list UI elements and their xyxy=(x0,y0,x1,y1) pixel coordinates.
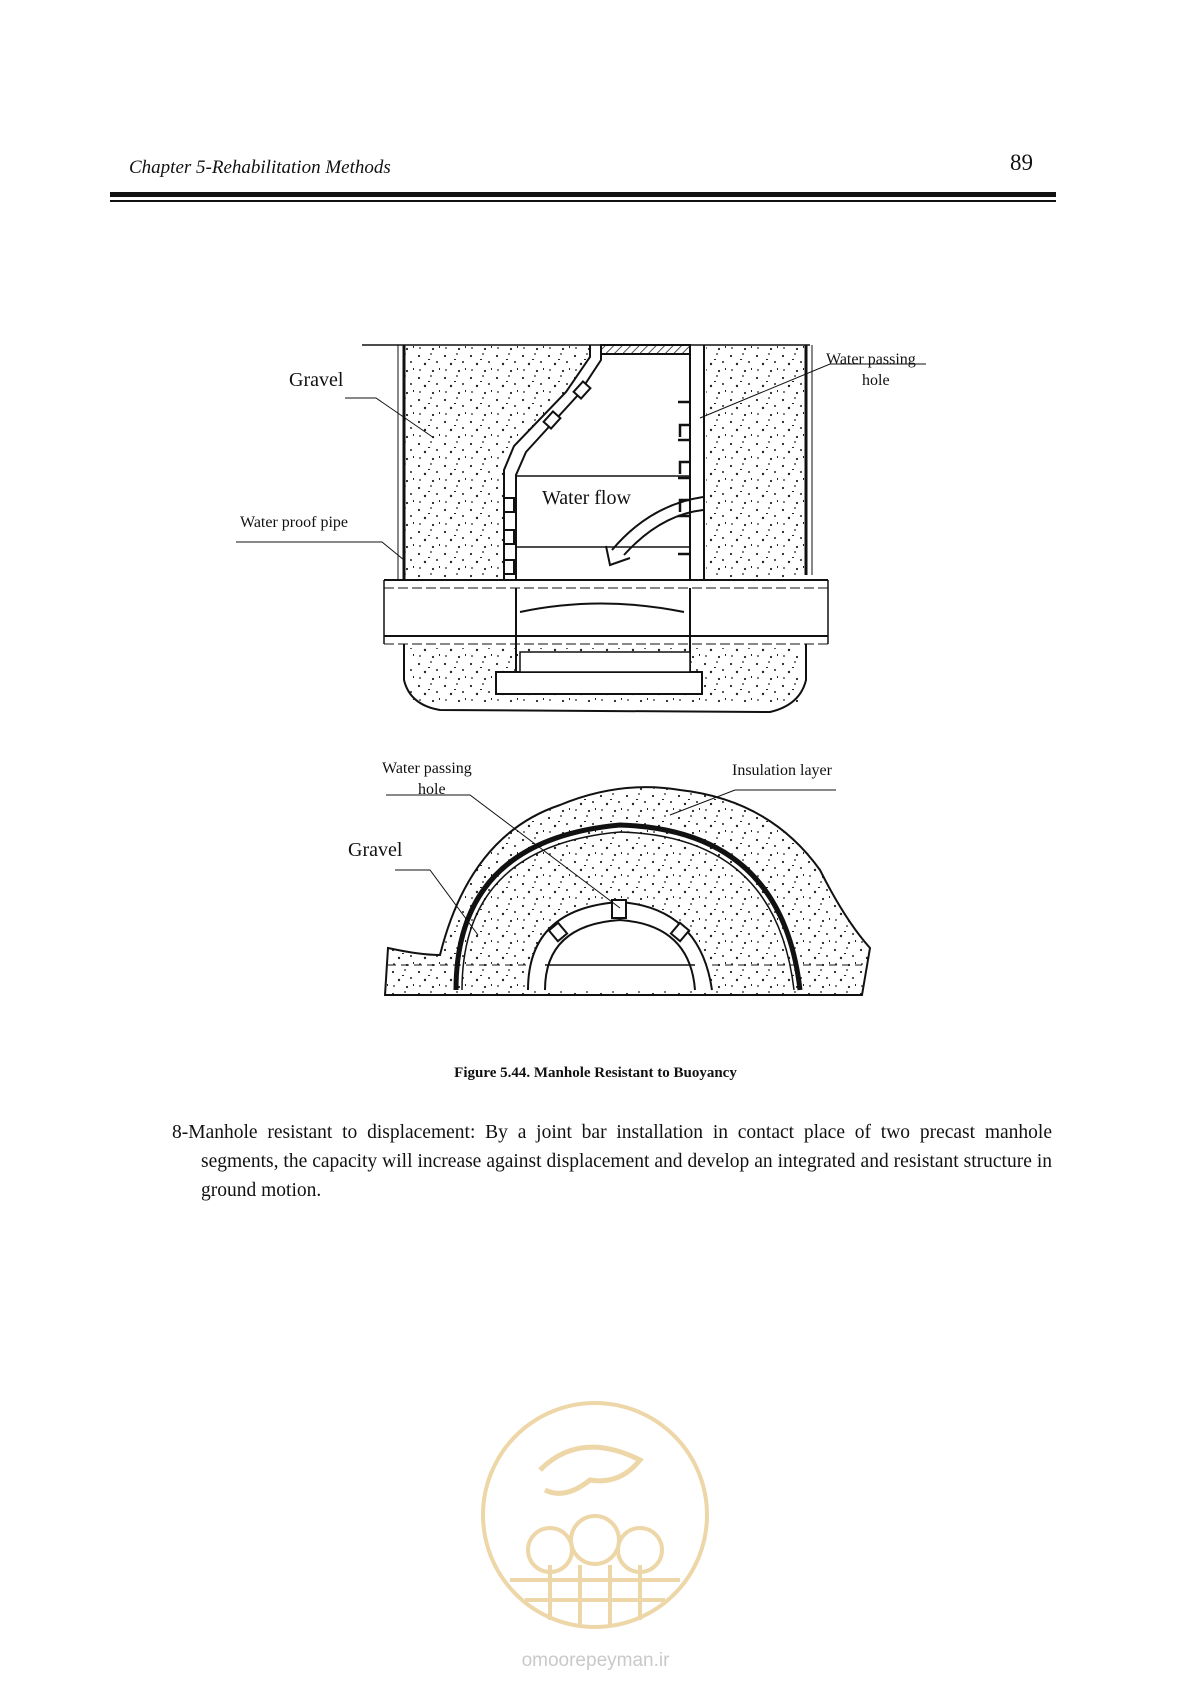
plan-view xyxy=(385,787,870,995)
body-paragraph: 8-Manhole resistant to displacement: By a joint bar installation in contact place of two precast manhole segments, the capacity will increase against displacement and develop an integrated and resistant structure in ground motion. xyxy=(172,1122,1052,1201)
watermark-url: omoorepeyman.ir xyxy=(521,1650,670,1671)
label-water-proof-pipe: Water proof pipe xyxy=(240,514,348,531)
label-water-passing-top-2: hole xyxy=(862,372,890,389)
label-water-passing-top-1: Water passing xyxy=(826,351,916,368)
label-gravel-bottom: Gravel xyxy=(348,839,403,861)
running-header: Chapter 5-Rehabilitation Methods xyxy=(129,157,391,178)
label-water-flow: Water flow xyxy=(542,487,631,509)
label-water-passing-bottom-2: hole xyxy=(418,781,446,798)
label-gravel-top: Gravel xyxy=(289,369,344,391)
watermark-logo xyxy=(470,1390,720,1640)
figure-caption: Figure 5.44. Manhole Resistant to Buoyancy xyxy=(454,1065,737,1081)
page-number: 89 xyxy=(1010,150,1033,175)
label-water-passing-bottom-1: Water passing xyxy=(382,760,472,777)
label-insulation-layer: Insulation layer xyxy=(732,762,832,779)
